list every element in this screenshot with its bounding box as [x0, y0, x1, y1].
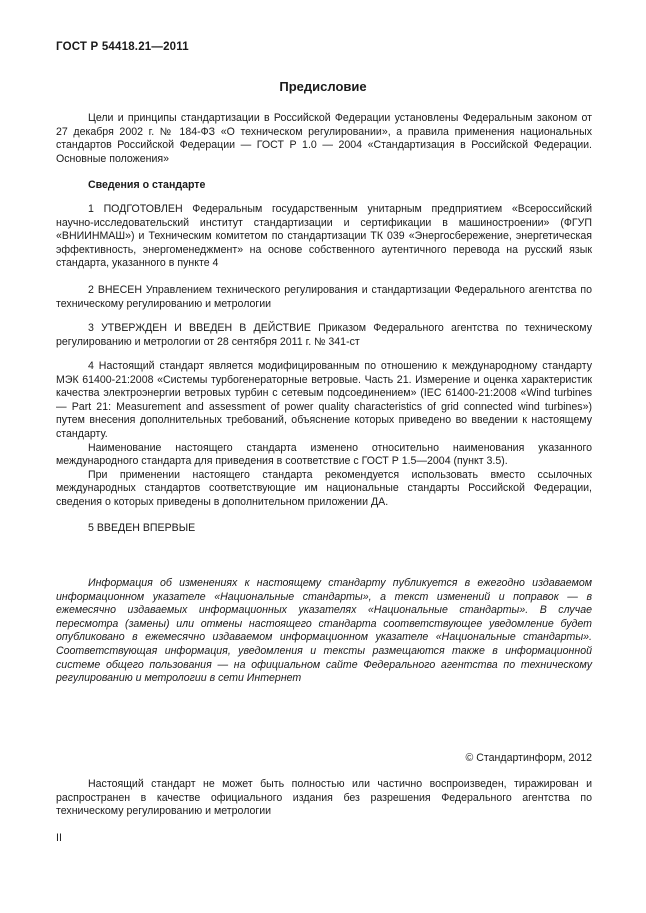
intro-section	[56, 112, 592, 166]
item-1-section	[56, 203, 592, 271]
page-title: Предисловие	[279, 79, 367, 94]
info-heading: Сведения о стандарте	[88, 179, 206, 191]
item-5-paragraph: 5 ВВЕДЕН ВПЕРВЫЕ	[88, 522, 196, 534]
page-number: II	[56, 832, 62, 844]
reproduction-notice: Настоящий стандарт не может быть полностью или частично воспроизведен, тиражирован и распространен в качестве официального издания без разрешения Федерального агентства по техническому регулированию и метрологии	[56, 778, 592, 818]
item-3-section	[56, 322, 592, 349]
item-2-paragraph: 2 ВНЕСЕН Управлением технического регулирования и стандартизации Федерального агентства по техническому регулированию и метрологии	[56, 284, 592, 310]
item-5-section	[56, 522, 592, 536]
info-notice-paragraph: Информация об изменениях к настоящему стандарту публикуется в ежегодно издаваемом информационном указателе «Национальные стандарты», а текст изменений и поправок — в ежемесячно издаваемых информационных указателях «Национальные стандарты». В случае пересмотра (замены) или отмены настоящего стандарта соответствующее уведомление будет опубликовано в ежемесячно издаваемом информационном указателе «Национальные стандарты». Соответствующая информация, уведомления и тексты размещаются также в информационной системе общего пользования — на официальном сайте Федерального агентства по техническому регулированию и метрологии в сети Интернет	[56, 577, 592, 685]
copyright-notice: © Стандартинформ, 2012	[465, 752, 592, 764]
item-1-paragraph: 1 ПОДГОТОВЛЕН Федеральным государственным унитарным предприятием «Всероссийский научно-исследовательский институт стандартизации и сертификации в машиностроении» (ФГУП «ВНИИНМАШ») и Техническим комитетом по стандартизации ТК 039 «Энергосбережение, энергетическая эффективность, энергоменеджмент» на основе собственного аутентичного перевода на русский язык стандарта, указанного в пункте 4	[56, 203, 592, 270]
item-3-paragraph: 3 УТВЕРЖДЕН И ВВЕДЕН В ДЕЙСТВИЕ Приказом Федерального агентства по техническому регулированию и метрологии от 28 сентября 2011 г. № 341-ст	[56, 322, 592, 348]
intro-paragraph: Цели и принципы стандартизации в Российской Федерации установлены Федеральным законом от 27 декабря 2002 г. № 184-ФЗ «О техническом регулировании», а правила применения национальных стандартов Российской Федерации — ГОСТ Р 1.0 — 2004 «Стандартизация в Российской Федерации. Основные положения»	[56, 112, 592, 165]
item-4-name-change-paragraph: Наименование настоящего стандарта изменено относительно наименования указанного международного стандарта для приведения в соответствие с ГОСТ Р 1.5—2004 (пункт 3.5).	[56, 441, 592, 468]
item-4-section	[56, 360, 592, 510]
item-4-paragraph: 4 Настоящий стандарт является модифицированным по отношению к международному стандарту МЭК 61400-21:2008 «Системы турбогенераторные ветровые. Часть 21. Измерение и оценка характеристик качества электроэнергии ветровых турбин с сетевым подсоединением» (IEC 61400-21:2008 «Wind turbines — Part 21: Measurement and assessment of power quality characteristics of grid connected wind turbines») путем внесения дополнительных требований, объяснение которых приведено во введении к настоящему стандарту.	[56, 360, 592, 440]
reproduction-section	[56, 778, 592, 819]
info-notice-section	[56, 577, 592, 686]
standard-number: ГОСТ Р 54418.21—2011	[56, 41, 189, 53]
item-2-section	[56, 284, 592, 311]
item-4-references-paragraph: При применении настоящего стандарта рекомендуется использовать вместо ссылочных международных стандартов соответствующие им национальные стандарты Российской Федерации, сведения о которых приведены в дополнительном приложении ДА.	[56, 468, 592, 508]
